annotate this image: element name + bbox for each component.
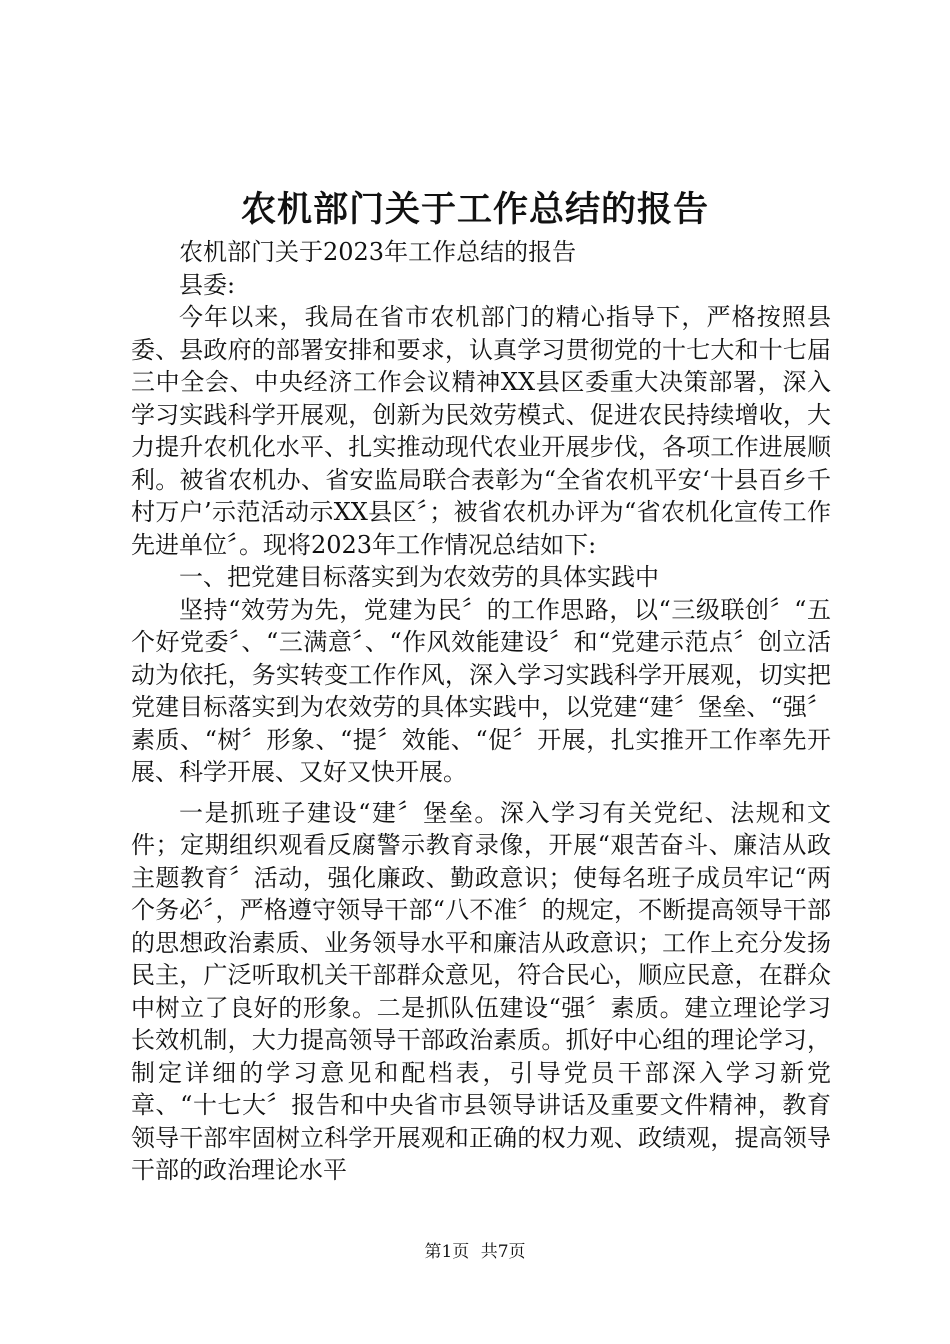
paragraph-section-1: 坚持“效劳为先，党建为民〞的工作思路，以“三级联创〞“五个好党委〞、“三满意〞、“作风效能建设〞和“党建示范点〞创立活动为依托，务实转变工作作风，深入学习实践科学开展观，切实把党建目标落实到为农效劳的具体实践中，以党建“建〞堡垒、“强〞素质、“树〞形象、“提〞效能、“促〞开展，扎实推开工作率先开展、科学开展、又好又快开展。	[131, 595, 831, 786]
document-title: 农机部门关于工作总结的报告	[240, 189, 709, 230]
report-subtitle: 农机部门关于2023年工作总结的报告	[179, 238, 577, 266]
page-number-footer: 第1页 共7页	[424, 1242, 526, 1262]
section-heading-1: 一、把党建目标落实到为农效劳的具体实践中	[179, 563, 659, 591]
salutation: 县委:	[179, 270, 236, 299]
paragraph-intro: 今年以来，我局在省市农机部门的精心指导下，严格按照县委、县政府的部署安排和要求，认真学习贯彻党的十七大和十七届三中全会、中央经济工作会议精神XX县区委重大决策部署，深入学习实践科学开展观，创新为民效劳模式、促进农民持续增收，大力提升农机化水平、扎实推动现代农业开展步伐，各项工作进展顺利。被省农机办、省安监局联合表彰为“全省农机平安‘十县百乡千村万户’示范活动示XX县区〞；被省农机办评为“省农机化宣传工作先进单位〞。现将2023年工作情况总结如下:	[131, 303, 831, 559]
paragraph-section-1-details: 一是抓班子建设“建〞堡垒。深入学习有关党纪、法规和文件；定期组织观看反腐警示教育录像，开展“艰苦奋斗、廉洁从政主题教育〞活动，强化廉政、勤政意识；使每名班子成员牢记“两个务必〞，严格遵守领导干部“八不准〞的规定，不断提高领导干部的思想政治素质、业务领导水平和廉洁从政意识；工作上充分发扬民主，广泛听取机关干部群众意见，符合民心，顺应民意，在群众中树立了良好的形象。二是抓队伍建设“强〞素质。建立理论学习长效机制，大力提高领导干部政治素质。抓好中心组的理论学习，制定详细的学习意见和配档表，引导党员干部深入学习新党章、“十七大〞报告和中央省市县领导讲话及重要文件精神，教育领导干部牢固树立科学开展观和正确的权力观、政绩观，提高领导干部的政治理论水平	[131, 798, 831, 1184]
document-body	[131, 236, 831, 1187]
